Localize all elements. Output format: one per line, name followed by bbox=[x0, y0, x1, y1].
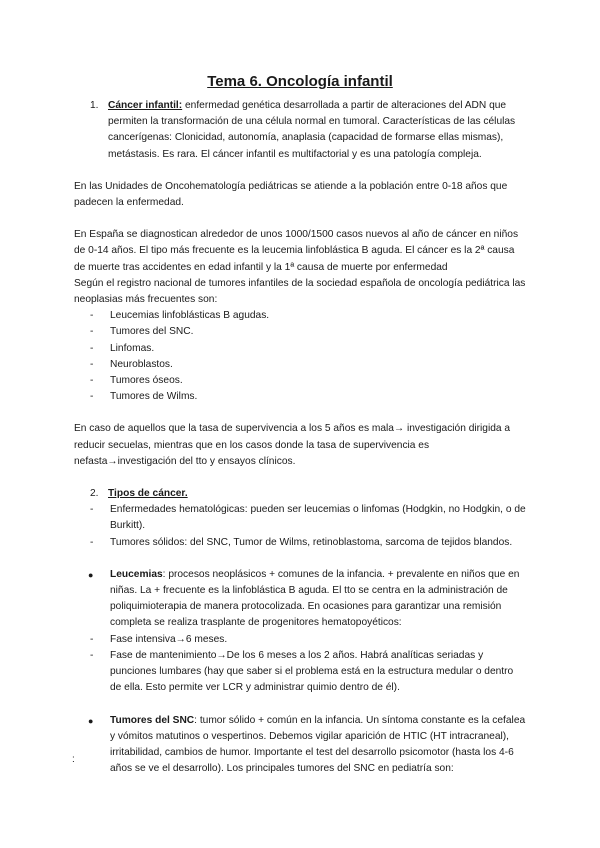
dash-marker: - bbox=[90, 326, 94, 338]
dash-marker: - bbox=[90, 375, 94, 387]
list-item: - Leucemias linfoblásticas B agudas. bbox=[74, 308, 526, 324]
paragraph-survival: En caso de aquellos que la tasa de supervivencia a los 5 años es mala→ investigación dirigida a reducir secuelas, mientras que en los casos donde la tasa de supervivencia es nefasta→investigación del tto y ensayos clínicos. bbox=[74, 423, 511, 467]
snc-body: : tumor sólido + común en la infancia. Un síntoma constante es la cefalea y vómitos matutinos o vespertinos. Debemos vigilar aparición de HTIC (HT intracraneal), irritabilidad, cambios de humor. Importante el test del desarrollo psicomotor (hasta los 4-6 años se ve el desarrollo). Los principales tumores del SNC en pediatría son: bbox=[110, 714, 526, 775]
dash-marker: - bbox=[90, 649, 94, 661]
snc-item bbox=[74, 713, 526, 778]
list-item: - Tumores de Wilms. bbox=[74, 389, 526, 405]
bullet-icon: ● bbox=[88, 715, 94, 726]
leucemias-item bbox=[74, 567, 526, 632]
dash-marker: - bbox=[90, 310, 94, 322]
list-item: - Neuroblastos. bbox=[74, 357, 526, 373]
neoplasias-list bbox=[74, 308, 526, 405]
dash-marker: - bbox=[90, 504, 94, 516]
paragraph-registry: Según el registro nacional de tumores infantiles de la sociedad española de oncología pediátrica las neoplasias más frecuentes son: bbox=[74, 277, 526, 306]
cancer-types-list bbox=[74, 502, 526, 551]
list-item: - Linfomas. bbox=[74, 341, 526, 357]
dash-marker: - bbox=[90, 342, 94, 354]
leucemias-body: : procesos neoplásicos + comunes de la infancia. + prevalente en niños que en niñas. La + frecuente es la linfoblástica B aguda. El tto se centra en la administración de poliquimioterapia de manera protocolizada. En ocasiones para garantizar una remisión completa se realiza trasplante de progenitores hematopoyéticos: bbox=[110, 568, 520, 629]
list-item: - Tumores sólidos: del SNC, Tumor de Wilms, retinoblastoma, sarcoma de tejidos blandos. bbox=[74, 535, 526, 551]
section-1-term: Cáncer infantil: bbox=[108, 100, 183, 111]
section-number: 2. bbox=[90, 488, 99, 500]
section-2 bbox=[74, 486, 526, 502]
snc-term: Tumores del SNC bbox=[110, 714, 195, 726]
phases-list bbox=[74, 632, 526, 697]
section-2-term: Tipos de cáncer. bbox=[108, 488, 188, 500]
list-item: - Fase de mantenimiento→De los 6 meses a los 2 años. Habrá analíticas seriadas y punciones lumbares (hay que saber si el problema está en la estructura medular o dentro de ella. Esto permite ver LCR y administrar quimio dentro de él). bbox=[74, 648, 526, 697]
dash-marker: - bbox=[90, 391, 94, 403]
dash-marker: - bbox=[90, 536, 94, 548]
dash-marker: - bbox=[90, 358, 94, 370]
bullet-icon: ● bbox=[88, 569, 94, 580]
leucemias-term: Leucemias bbox=[110, 568, 163, 580]
stray-colon: : bbox=[72, 754, 75, 765]
section-1 bbox=[74, 98, 526, 163]
list-item: - Enfermedades hematológicas: pueden ser leucemias o linfomas (Hodgkin, no Hodgkin, o de Burkitt). bbox=[74, 502, 526, 534]
list-item: - Tumores del SNC. bbox=[74, 324, 526, 340]
page-title: Tema 6. Oncología infantil bbox=[207, 73, 393, 90]
dash-marker: - bbox=[90, 633, 94, 645]
list-item: - Fase intensiva→6 meses. bbox=[74, 632, 526, 648]
paragraph-units: En las Unidades de Oncohematología pediátricas se atiende a la población entre 0-18 años que padecen la enfermedad. bbox=[74, 180, 508, 209]
list-item: - Tumores óseos. bbox=[74, 373, 526, 389]
section-1-body: enfermedad genética desarrollada a partir de alteraciones del ADN que permiten la transformación de una célula normal en tumoral. Características de las células cancerígenas: Clonicidad, autonomía, anaplasia (capacidad de formarse ellas mismas), metástasis. Es rara. El cáncer infantil es multifactorial y es una patología compleja. bbox=[108, 100, 516, 160]
section-number: 1. bbox=[90, 100, 99, 111]
section-1-text bbox=[108, 98, 526, 163]
paragraph-spain: En España se diagnostican alrededor de unos 1000/1500 casos nuevos al año de cáncer en niños de 0-14 años. El tipo más frecuente es la leucemia linfoblástica B aguda. El cáncer es la 2ª causa de muerte tras accidentes en edad infantil y la 1ª causa de muerte por enfermedad bbox=[74, 229, 519, 273]
